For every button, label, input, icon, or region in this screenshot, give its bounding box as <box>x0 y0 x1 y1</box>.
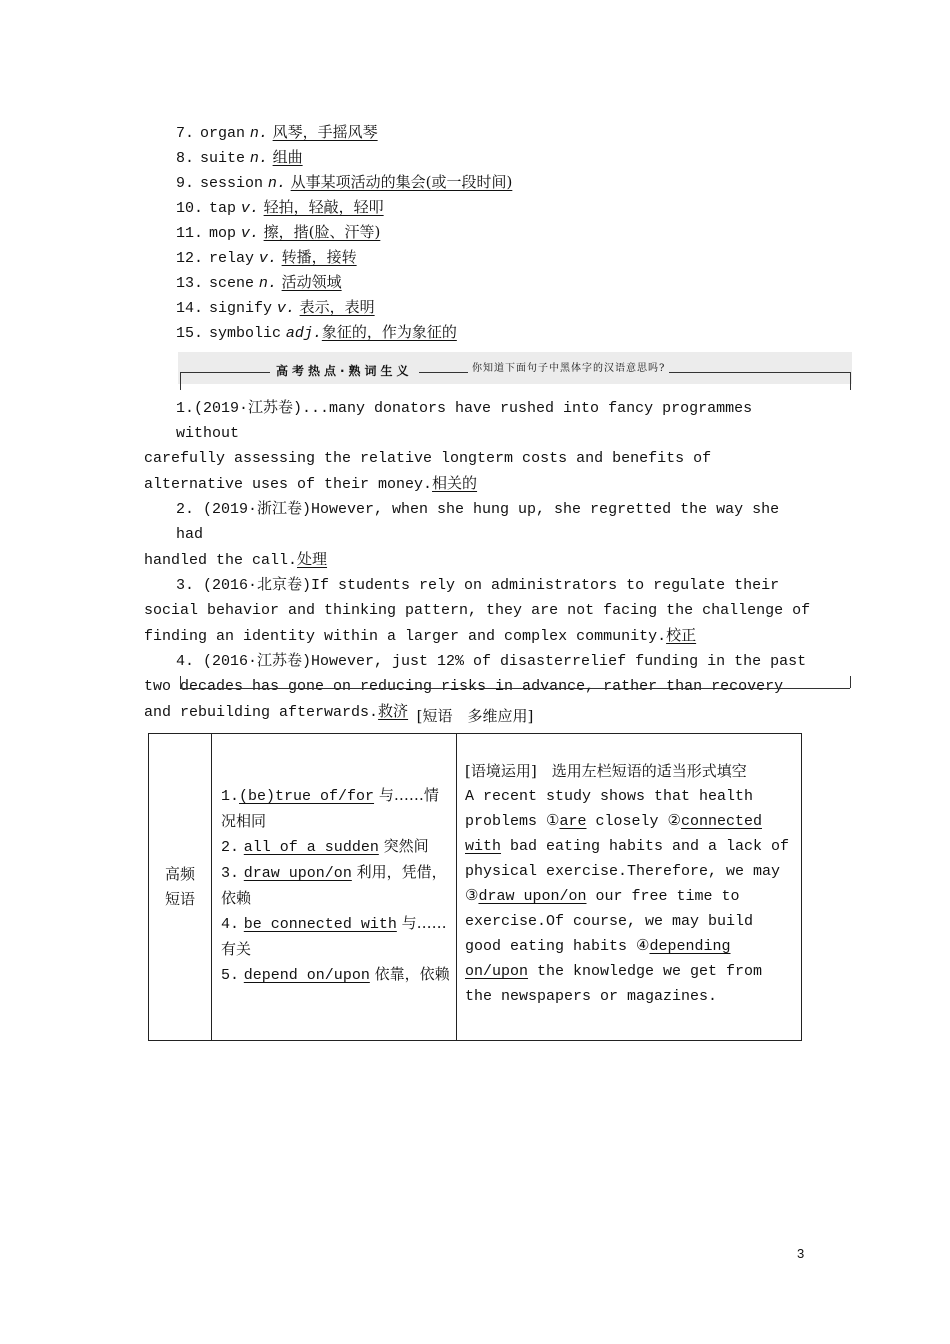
vocab-pos: v. <box>258 250 277 267</box>
exercise-block <box>457 734 801 1009</box>
vocab-number: 11. <box>176 225 204 242</box>
passage-text: our free time to exercise.Of course, we may build good eating habits <box>465 888 754 955</box>
hot-item-prefix: 3. (2016·北京卷)If students rely on administrators to regulate their <box>176 577 780 594</box>
vocab-pos: n. <box>267 175 286 192</box>
blank-marker: ② <box>667 813 681 830</box>
vocab-item <box>176 320 512 345</box>
phrase-meaning: 突然间 <box>383 837 429 855</box>
blank-marker: ③ <box>465 888 479 905</box>
hot-item <box>144 497 814 573</box>
vocab-number: 13. <box>176 275 204 292</box>
exercise-cell <box>457 734 802 1041</box>
category-label-line2: 短语 <box>164 890 195 908</box>
vocab-item <box>176 120 512 145</box>
vocab-meaning: 表示，表明 <box>299 298 375 316</box>
vocab-number: 12. <box>176 250 204 267</box>
section-title: 高考热点·熟词生义 <box>270 362 419 380</box>
phrase-number: 3. <box>221 865 240 882</box>
passage-text: A recent study shows that health problems <box>465 788 754 830</box>
banner-left-bracket <box>180 372 181 390</box>
phrase-number: 4. <box>221 916 240 933</box>
vocab-word: mop <box>209 225 237 242</box>
vocab-pos: v. <box>276 300 295 317</box>
vocab-meaning: 从事某项活动的集会(或一段时间) <box>290 173 513 191</box>
passage-text: closely <box>586 813 668 830</box>
phrase-text: depend on/upon <box>243 967 370 984</box>
passage-text: the knowledge we get from the newspapers or magazines. <box>465 963 763 1005</box>
vocab-item <box>176 270 512 295</box>
hot-item-text: two decades has gone on reducing risks in advance, rather than recovery and rebuilding afterwards. <box>144 678 784 721</box>
vocab-word: suite <box>200 150 246 167</box>
phrase-number: 1. <box>221 788 240 805</box>
hot-item-text: carefully assessing the relative longterm costs and benefits of alternative uses of their money. <box>144 450 712 493</box>
hot-item-answer: 校正 <box>666 626 697 644</box>
vocab-word: relay <box>209 250 255 267</box>
box-bottom-right-bracket <box>850 676 851 688</box>
vocab-word: symbolic <box>209 325 282 342</box>
vocab-pos: adj. <box>285 325 322 342</box>
hot-item <box>144 573 814 649</box>
vocab-meaning: 象征的，作为象征的 <box>321 323 457 341</box>
vocab-number: 7. <box>176 125 195 142</box>
vocab-word: signify <box>209 300 273 317</box>
vocab-number: 14. <box>176 300 204 317</box>
vocab-item <box>176 145 512 170</box>
phrase-text: be connected with <box>243 916 397 933</box>
vocab-list <box>176 120 512 345</box>
phrase-meaning: 依靠，依赖 <box>374 965 450 983</box>
phrase-meaning: 利用，凭借，依赖 <box>221 863 447 907</box>
vocab-word: scene <box>209 275 255 292</box>
vocab-item <box>176 220 512 245</box>
phrase-text: all of a sudden <box>243 839 379 856</box>
box-bottom-rule <box>180 688 850 689</box>
vocab-item <box>176 170 512 195</box>
hot-item-prefix: 2. (2019·浙江卷)However, when she hung up, she regretted the way she had <box>176 501 780 543</box>
phrase-list-cell <box>212 734 457 1041</box>
phrases-heading: [短语 多维应用] <box>416 707 534 725</box>
hot-item-text: handled the call. <box>144 552 298 569</box>
phrase-text: draw upon/on <box>243 865 352 882</box>
section-subtitle: 你知道下面句子中黑体字的汉语意思吗? <box>468 362 669 376</box>
vocab-number: 8. <box>176 150 195 167</box>
blank-answer: depending on/upon <box>465 938 731 980</box>
vocab-pos: n. <box>249 125 268 142</box>
passage-text: bad eating habits and a lack of physical exercise.Therefore, we may <box>465 838 790 880</box>
vocab-meaning: 活动领域 <box>281 273 342 291</box>
vocab-pos: v. <box>240 200 259 217</box>
blank-answer: draw upon/on <box>478 888 587 905</box>
vocab-meaning: 组曲 <box>272 148 303 166</box>
category-cell <box>149 734 212 1041</box>
vocab-item <box>176 295 512 320</box>
vocab-meaning: 转播，接转 <box>281 248 357 266</box>
vocab-word: organ <box>200 125 246 142</box>
phrase-item <box>221 962 450 988</box>
category-label-line1: 高频 <box>164 865 195 883</box>
blank-answer: connected with <box>465 813 762 855</box>
vocab-meaning: 风琴，手摇风琴 <box>272 123 378 141</box>
phrase-meaning: 与……情况相同 <box>221 786 439 830</box>
table-row <box>149 734 802 1041</box>
hot-item-answer: 处理 <box>297 550 328 568</box>
blank-marker: ④ <box>636 938 650 955</box>
phrases-table <box>148 733 802 1041</box>
phrase-meaning: 与……有关 <box>221 914 447 958</box>
banner-right-bracket <box>850 372 851 390</box>
vocab-meaning: 轻拍，轻敲，轻叩 <box>263 198 384 216</box>
phrase-number: 5. <box>221 967 240 984</box>
phrase-number: 2. <box>221 839 240 856</box>
blank-marker: ① <box>546 813 560 830</box>
exercise-passage <box>465 784 793 1009</box>
vocab-pos: n. <box>258 275 277 292</box>
vocab-word: session <box>200 175 264 192</box>
vocab-number: 9. <box>176 175 195 192</box>
blank-answer: are <box>559 813 587 830</box>
vocab-item <box>176 245 512 270</box>
phrase-item <box>221 860 450 911</box>
vocab-pos: n. <box>249 150 268 167</box>
phrase-list <box>212 734 456 988</box>
page-number: 3 <box>797 1246 805 1261</box>
vocab-meaning: 擦，揩(脸、汗等) <box>263 223 381 241</box>
box-bottom-left-bracket <box>180 676 181 688</box>
phrase-text: (be)true of/for <box>239 788 375 805</box>
hot-item-answer: 救济 <box>378 702 409 720</box>
hot-topics-list <box>144 396 814 725</box>
hot-item <box>144 396 814 497</box>
phrase-item <box>221 783 450 834</box>
vocab-word: tap <box>209 200 237 217</box>
phrase-item <box>221 834 450 860</box>
exercise-title: [语境运用] 选用左栏短语的适当形式填空 <box>465 762 747 780</box>
hot-item-prefix: 4. (2016·江苏卷)However, just 12% of disasterrelief funding in the past <box>176 653 807 670</box>
vocab-item <box>176 195 512 220</box>
hot-item-answer: 相关的 <box>432 474 478 492</box>
hot-item-prefix: 1.(2019·江苏卷)...many donators have rushed into fancy programmes without <box>176 400 753 442</box>
vocab-pos: v. <box>240 225 259 242</box>
vocab-number: 10. <box>176 200 204 217</box>
phrase-item <box>221 911 450 962</box>
vocab-number: 15. <box>176 325 204 342</box>
hot-item-text: social behavior and thinking pattern, they are not facing the challenge of finding an identity within a larger and complex community. <box>144 602 811 645</box>
